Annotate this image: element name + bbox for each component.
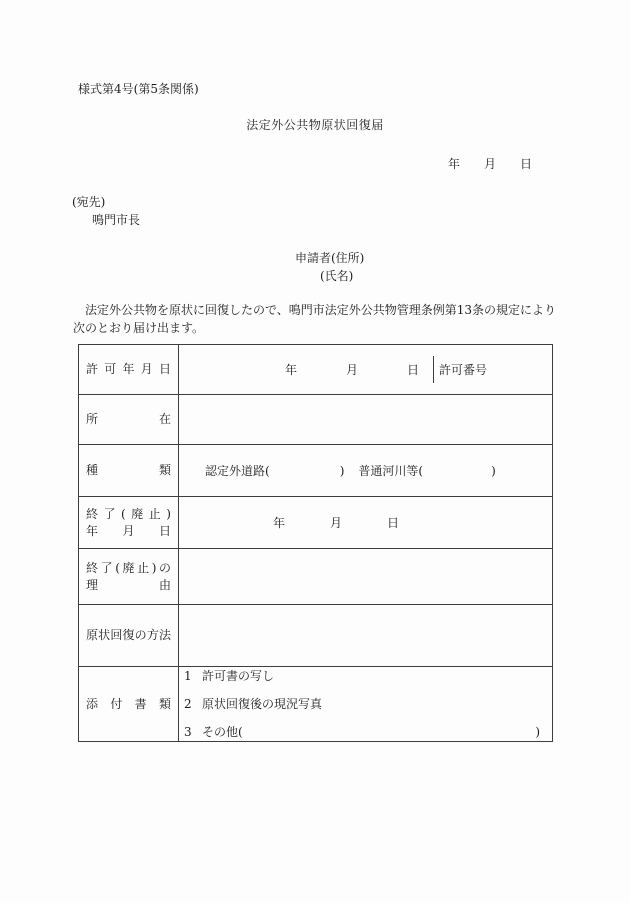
end-date-day-label: 日 bbox=[387, 516, 400, 530]
type-label-cell bbox=[79, 445, 179, 496]
end-date-row bbox=[79, 496, 552, 548]
permit-number-cell bbox=[433, 356, 552, 383]
permit-date-year-label: 年 bbox=[285, 363, 298, 377]
attachments-row bbox=[79, 666, 552, 741]
permit-date-day-label: 日 bbox=[407, 363, 420, 377]
date-year-label: 年 bbox=[447, 157, 460, 171]
end-reason-label-line1: 終了(廃止)の bbox=[86, 560, 171, 575]
end-date-label-line1: 終了(廃止) bbox=[86, 506, 171, 521]
location-row bbox=[79, 394, 552, 444]
body-line-2: 次のとおり届け出ます。 bbox=[73, 321, 205, 335]
river-type-close: ) bbox=[491, 463, 496, 478]
date-day-label: 日 bbox=[519, 157, 532, 171]
end-date-year-label: 年 bbox=[273, 516, 286, 530]
attachment-item-number: 3 bbox=[184, 724, 192, 739]
restoration-method-label-cell bbox=[79, 605, 179, 666]
road-type-close: ) bbox=[339, 463, 345, 478]
permit-date-value-area bbox=[179, 345, 552, 394]
date-month-label: 月 bbox=[483, 157, 496, 171]
restoration-method-row bbox=[79, 604, 552, 666]
addressee-name: 鳴門市長 bbox=[92, 213, 141, 227]
end-date-month-label: 月 bbox=[330, 516, 343, 530]
attachments-label-cell bbox=[79, 667, 179, 741]
body-paragraph bbox=[73, 301, 563, 337]
end-date-label-line2: 年月日 bbox=[86, 523, 171, 538]
body-line-1: 法定外公共物を原状に回復したので、鳴門市法定外公共物管理条例第13条の規定により bbox=[73, 303, 557, 317]
form-number: 様式第4号(第5条関係) bbox=[78, 82, 199, 96]
attachment-item-text: 許可書の写し bbox=[202, 668, 275, 683]
attachments-label: 添付書類 bbox=[86, 696, 171, 711]
attachment-item bbox=[184, 668, 540, 685]
permit-date-value-cell bbox=[179, 361, 433, 378]
attachment-item-number: 2 bbox=[184, 696, 192, 711]
permit-date-month-label: 月 bbox=[346, 363, 359, 377]
location-label: 所在 bbox=[86, 412, 171, 426]
attachment-item bbox=[184, 696, 540, 713]
end-date-value-cell bbox=[179, 497, 552, 548]
type-row bbox=[79, 444, 552, 496]
applicant-name-label: (氏名) bbox=[320, 269, 354, 283]
attachment-item-text: その他( bbox=[202, 724, 243, 739]
permit-date-label: 許可年月日 bbox=[86, 362, 171, 376]
end-reason-label-cell bbox=[79, 549, 179, 604]
form-title: 法定外公共物原状回復届 bbox=[246, 118, 384, 132]
end-reason-label-line2: 理由 bbox=[86, 577, 171, 592]
attachment-item-text: 原状回復後の現況写真 bbox=[202, 696, 323, 711]
river-type-open: 普通河川等( bbox=[358, 464, 424, 478]
attachment-other-close: ) bbox=[535, 724, 540, 739]
type-value-cell bbox=[179, 445, 552, 496]
restoration-method-label: 原状回復の方法 bbox=[86, 628, 171, 642]
attachment-item-number: 1 bbox=[184, 668, 192, 683]
end-reason-row bbox=[79, 548, 552, 604]
end-reason-value-cell bbox=[179, 549, 552, 604]
attachment-item bbox=[184, 724, 540, 741]
applicant-address-label: 申請者(住所) bbox=[295, 251, 365, 265]
permit-number-label: 許可番号 bbox=[439, 363, 488, 377]
addressee-label: (宛先) bbox=[72, 195, 106, 209]
type-label: 種類 bbox=[86, 463, 171, 477]
road-type-open: 認定外道路( bbox=[205, 464, 270, 478]
attachment-other-blank bbox=[243, 724, 536, 741]
restoration-method-value-cell bbox=[179, 605, 552, 666]
permit-table bbox=[78, 344, 553, 742]
permit-date-row bbox=[79, 345, 552, 394]
attachments-list bbox=[179, 667, 552, 741]
location-value-cell bbox=[179, 395, 552, 444]
end-date-label-cell bbox=[79, 497, 179, 548]
permit-date-label-cell bbox=[79, 345, 179, 394]
submission-date-line bbox=[448, 155, 532, 172]
location-label-cell bbox=[79, 395, 179, 444]
